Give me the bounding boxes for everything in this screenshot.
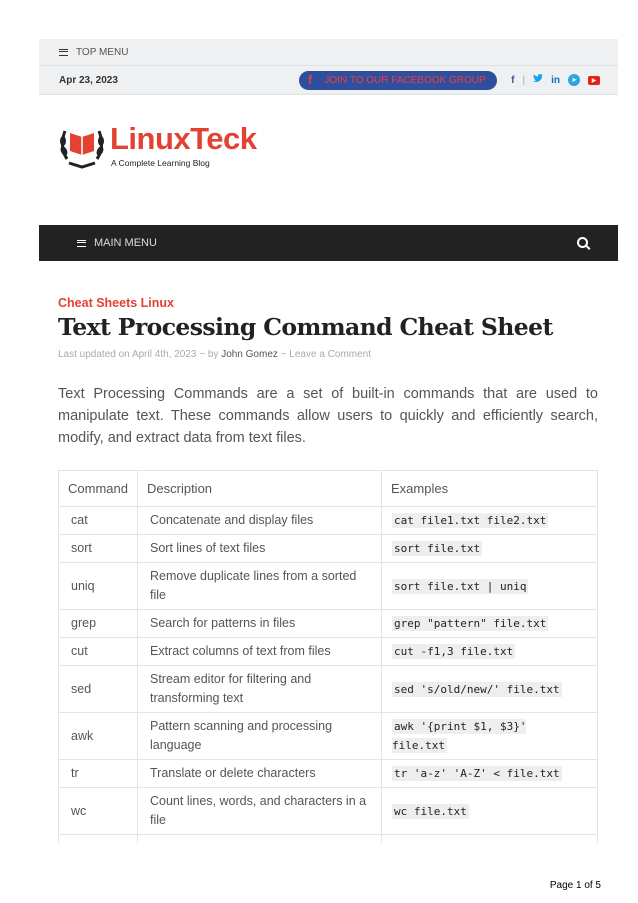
table-row bbox=[59, 610, 598, 638]
social-links bbox=[511, 74, 600, 86]
page bbox=[39, 39, 618, 827]
article-intro: Text Processing Commands are a set of built-in commands that are used to manipulate text. These commands allow users to quickly and efficiently search, modify, and extract data from text files. bbox=[58, 386, 598, 446]
site-brand: LinuxTeck bbox=[110, 121, 257, 156]
column-header-command: Command bbox=[59, 471, 138, 507]
example-cell bbox=[382, 713, 598, 760]
example-cell bbox=[382, 788, 598, 835]
command-cell: grep bbox=[59, 610, 138, 638]
example-code: sort file.txt bbox=[394, 542, 481, 555]
youtube-icon[interactable]: ▶ bbox=[588, 76, 600, 85]
example-code: cut -f1,3 file.txt bbox=[394, 645, 514, 658]
description-cell: Sort lines of text files bbox=[138, 535, 382, 563]
example-code: grep "pattern" file.txt bbox=[394, 617, 547, 630]
description-cell: Remove duplicate lines from a sorted file bbox=[138, 563, 382, 610]
facebook-group-label: JOIN TO OUR FACEBOOK GROUP bbox=[324, 75, 486, 86]
current-date: Apr 23, 2023 bbox=[59, 74, 118, 86]
article-meta bbox=[58, 349, 371, 360]
twitter-icon[interactable] bbox=[533, 74, 543, 86]
table-header-row bbox=[59, 471, 598, 507]
example-cell bbox=[382, 535, 598, 563]
description-cell: Count lines, words, and characters in a file bbox=[138, 788, 382, 835]
top-menu-label[interactable]: TOP MENU bbox=[76, 46, 129, 58]
commands-table bbox=[58, 470, 598, 843]
empty-cell bbox=[382, 835, 598, 843]
table-row bbox=[59, 666, 598, 713]
description-cell: Concatenate and display files bbox=[138, 507, 382, 535]
facebook-group-button[interactable] bbox=[299, 71, 497, 90]
laurel-book-icon bbox=[57, 121, 107, 171]
page-number: Page 1 of 5 bbox=[549, 880, 601, 891]
command-cell: cut bbox=[59, 638, 138, 666]
search-icon[interactable] bbox=[577, 237, 588, 248]
example-code: sed 's/old/new/' file.txt bbox=[394, 682, 560, 696]
main-menu-label[interactable]: MAIN MENU bbox=[94, 237, 157, 249]
table-row bbox=[59, 713, 598, 760]
example-cell bbox=[382, 507, 598, 535]
example-code: cat file1.txt file2.txt bbox=[394, 514, 547, 527]
description-cell: Extract columns of text from files bbox=[138, 638, 382, 666]
site-tagline: A Complete Learning Blog bbox=[111, 158, 210, 168]
table-row bbox=[59, 507, 598, 535]
table-row bbox=[59, 788, 598, 835]
command-cell: sort bbox=[59, 535, 138, 563]
command-cell: uniq bbox=[59, 563, 138, 610]
telegram-icon[interactable]: ➤ bbox=[568, 74, 580, 86]
meta-prefix: Last updated on April 4th, 2023 ~ by bbox=[58, 349, 219, 360]
article-title: Text Processing Command Cheat Sheet bbox=[58, 313, 553, 341]
example-cell bbox=[382, 563, 598, 610]
facebook-icon: f bbox=[308, 73, 312, 87]
command-cell: wc bbox=[59, 788, 138, 835]
example-cell bbox=[382, 760, 598, 788]
example-code: sort file.txt | uniq bbox=[394, 579, 527, 593]
command-cell: tr bbox=[59, 760, 138, 788]
table-row-cut bbox=[59, 835, 598, 843]
main-menu-bar[interactable] bbox=[39, 225, 618, 261]
description-cell: Stream editor for filtering and transforming text bbox=[138, 666, 382, 713]
column-header-examples: Examples bbox=[382, 471, 598, 507]
facebook-icon[interactable]: f bbox=[511, 74, 515, 86]
command-cell: cat bbox=[59, 507, 138, 535]
author-link[interactable]: John Gomez bbox=[221, 349, 278, 360]
site-logo[interactable] bbox=[57, 121, 297, 173]
example-cell bbox=[382, 666, 598, 713]
example-cell bbox=[382, 610, 598, 638]
empty-cell bbox=[138, 835, 382, 843]
description-cell: Pattern scanning and processing language bbox=[138, 713, 382, 760]
empty-cell bbox=[59, 835, 138, 843]
divider: | bbox=[522, 74, 526, 86]
table-row bbox=[59, 760, 598, 788]
column-header-description: Description bbox=[138, 471, 382, 507]
example-cell bbox=[382, 638, 598, 666]
description-cell: Search for patterns in files bbox=[138, 610, 382, 638]
command-cell: awk bbox=[59, 713, 138, 760]
description-cell: Translate or delete characters bbox=[138, 760, 382, 788]
hamburger-icon[interactable] bbox=[59, 49, 68, 56]
leave-comment-link[interactable]: ~ Leave a Comment bbox=[280, 349, 371, 360]
hamburger-icon[interactable] bbox=[77, 240, 86, 247]
date-bar bbox=[39, 66, 618, 95]
table-row bbox=[59, 535, 598, 563]
command-cell: sed bbox=[59, 666, 138, 713]
example-code: tr 'a-z' 'A-Z' < file.txt bbox=[394, 767, 560, 780]
table-row bbox=[59, 638, 598, 666]
example-code: awk '{print $1, $3}' file.txt bbox=[392, 720, 527, 752]
table-row bbox=[59, 563, 598, 610]
linkedin-icon[interactable]: in bbox=[551, 74, 560, 86]
example-code: wc file.txt bbox=[394, 804, 467, 818]
article-category[interactable]: Cheat Sheets Linux bbox=[58, 296, 174, 310]
top-menu-bar[interactable] bbox=[39, 39, 618, 66]
